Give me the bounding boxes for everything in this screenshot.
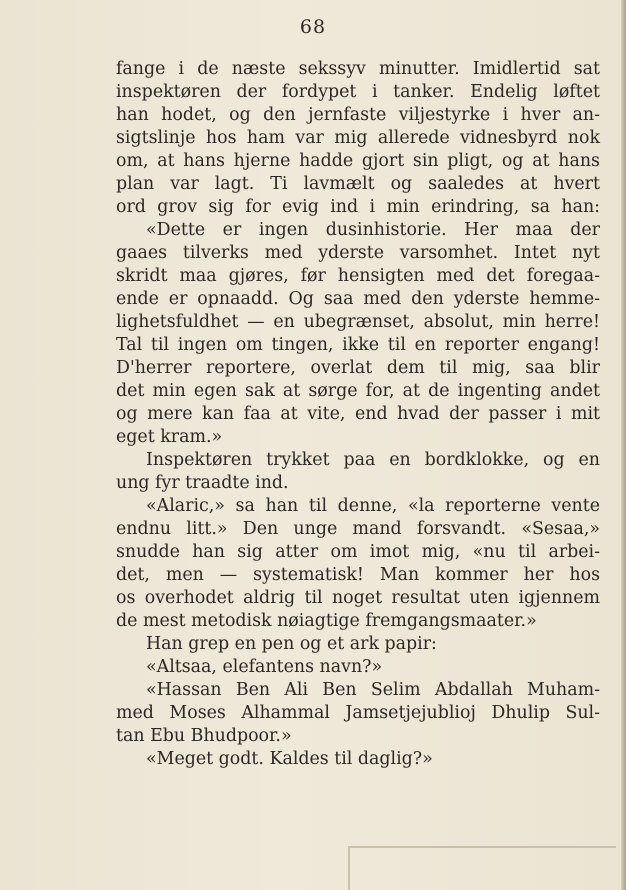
text-line: Han grep en pen og et ark papir: [146,634,437,654]
text-line: «Alaric,» sa han til denne, «la reporterne vente [146,496,600,516]
text-line: inspektøren der fordypet i tanker. Endelig løftet [116,82,600,102]
text-line: skridt maa gjøres, før hensigten med det foregaa- [116,266,600,286]
text-line: Inspektøren trykket paa en bordklokke, og en [146,450,600,470]
text-line: med Moses Alhammal Jamsetjejublioj Dhulip Sul- [116,703,600,723]
text-line: «Altsaa, elefantens navn?» [146,657,383,677]
page-number: 68 [299,16,327,38]
text-line: det, men — systematisk! Man kommer her hos [116,565,600,585]
corner-mark [350,846,616,848]
text-line: om, at hans hjerne hadde gjort sin pligt, og at hans [116,151,600,171]
text-line: plan var lagt. Ti lavmælt og saaledes at hvert [116,174,600,194]
text-line: eget kram.» [116,427,223,447]
text-line: ord grov sig for evig ind i min erindring, sa han: [116,197,600,217]
text-line: «Meget godt. Kaldes til daglig?» [146,749,433,769]
text-line: tan Ebu Bhudpoor.» [116,726,292,746]
text-line: os overhodet aldrig til noget resultat uten igjennem [116,588,600,608]
text-line: D'herrer reportere, overlat dem til mig, saa blir [116,358,600,378]
text-line: sigtslinje hos ham var mig allerede vidnesbyrd nok [116,128,600,148]
text-line: det min egen sak at sørge for, at de ingenting andet [116,381,600,401]
text-line: ung fyr traadte ind. [116,473,289,493]
text-line: fange i de næste sekssyv minutter. Imidlertid sat [116,59,600,79]
text-line: Tal til ingen om tingen, ikke til en reporter engang! [116,335,600,355]
text-line: han hodet, og den jernfaste viljestyrke i hver an- [116,105,600,125]
text-line: «Dette er ingen dusinhistorie. Her maa der [146,220,600,240]
text-line: endnu litt.» Den unge mand forsvandt. «Sesaa,» [116,519,600,539]
text-line: «Hassan Ben Ali Ben Selim Abdallah Muham- [146,680,600,700]
text-line: snudde han sig atter om imot mig, «nu til arbei- [116,542,600,562]
page-edge [621,0,626,890]
body-text [116,58,600,771]
text-line: og mere kan faa at vite, end hvad der passer i mit [116,404,600,424]
text-line: lighetsfuldhet — en ubegrænset, absolut, min herre! [116,312,600,332]
corner-mark-vertical [348,846,350,890]
text-line: ende er opnaadd. Og saa med den yderste hemme- [116,289,600,309]
text-line: gaaes tilverks med yderste varsomhet. Intet nyt [116,243,600,263]
text-line: de mest metodisk nøiagtige fremgangsmaater.» [116,611,537,631]
